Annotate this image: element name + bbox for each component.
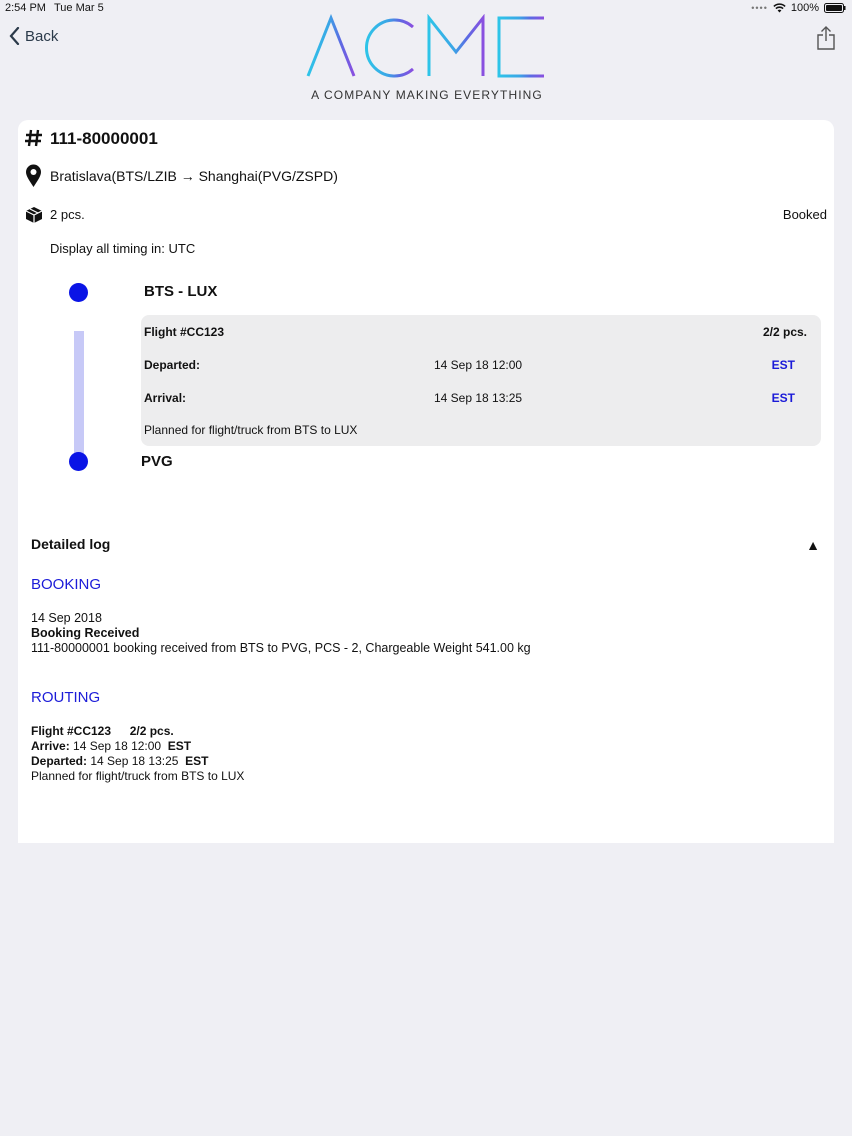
routing-entry [31,724,244,784]
arrival-label: Arrival: [144,391,187,405]
routing-pieces: 2/2 pcs. [129,724,174,738]
acme-logo [306,14,548,104]
departed-timezone: EST [771,358,795,372]
battery-icon [824,3,846,13]
booking-detail: 111-80000001 booking received from BTS to PVG, PCS - 2, Chargeable Weight 541.00 kg [31,641,531,655]
share-icon [816,26,836,50]
booking-event: Booking Received [31,626,140,640]
flight-note: Planned for flight/truck from BTS to LUX [144,423,358,437]
hash-icon [24,128,44,153]
departed-label: Departed: [144,358,201,372]
routing-departed-label: Departed: [31,754,88,768]
routing-arrive-tz: EST [167,739,192,753]
destination-code: PVG [141,453,173,470]
routing-arrive-label: Arrive: [31,739,70,753]
timeline-destination-dot [69,452,88,471]
flight-pieces: 2/2 pcs. [762,325,807,339]
timing-setting[interactable]: Display all timing in: UTC [50,241,196,256]
arrival-timezone: EST [771,391,795,405]
multitask-dots-icon: •••• [751,3,768,13]
booking-date: 14 Sep 2018 [31,611,102,625]
detailed-log-title: Detailed log [31,536,111,552]
routing-note: Planned for flight/truck from BTS to LUX [31,769,245,783]
timeline-origin-dot [69,283,88,302]
routing-departed-time: 14 Sep 18 13:25 [90,754,179,768]
collapse-toggle-icon[interactable]: ▲ [806,537,820,553]
back-label: Back [25,27,59,45]
share-button[interactable] [816,26,836,55]
pieces-count: 2 pcs. [50,207,85,222]
routing-flight: Flight #CC123 [31,724,112,738]
shipment-card [18,120,834,843]
routing-arrive-time: 14 Sep 18 12:00 [73,739,162,753]
package-icon [25,206,43,229]
departed-time: 14 Sep 18 12:00 [434,358,523,372]
wifi-icon [773,3,786,13]
booking-heading: BOOKING [31,576,102,593]
logo-tagline: A COMPANY MAKING EVERYTHING [311,88,543,102]
logo-wordmark [306,14,548,84]
routing-departed-tz: EST [185,754,209,768]
segment-title: BTS - LUX [144,283,218,300]
status-right [751,2,846,14]
booking-entry [31,611,531,656]
awb-number: 111-80000001 [50,129,158,148]
shipment-status: Booked [782,207,827,222]
location-pin-icon [25,164,42,193]
battery-percent: 100% [790,2,819,14]
flight-number: Flight #CC123 [144,325,225,339]
chevron-left-icon [9,27,20,45]
back-button[interactable] [9,27,58,45]
routing-heading: ROUTING [31,689,101,706]
status-date: Tue Mar 5 [54,2,104,14]
arrival-time: 14 Sep 18 13:25 [434,391,523,405]
flight-card[interactable] [141,315,821,446]
status-time: 2:54 PM [5,2,46,14]
timeline-track [74,331,84,456]
route-text: Bratislava(BTS/LZIB → Shanghai(PVG/ZSPD) [50,168,338,184]
